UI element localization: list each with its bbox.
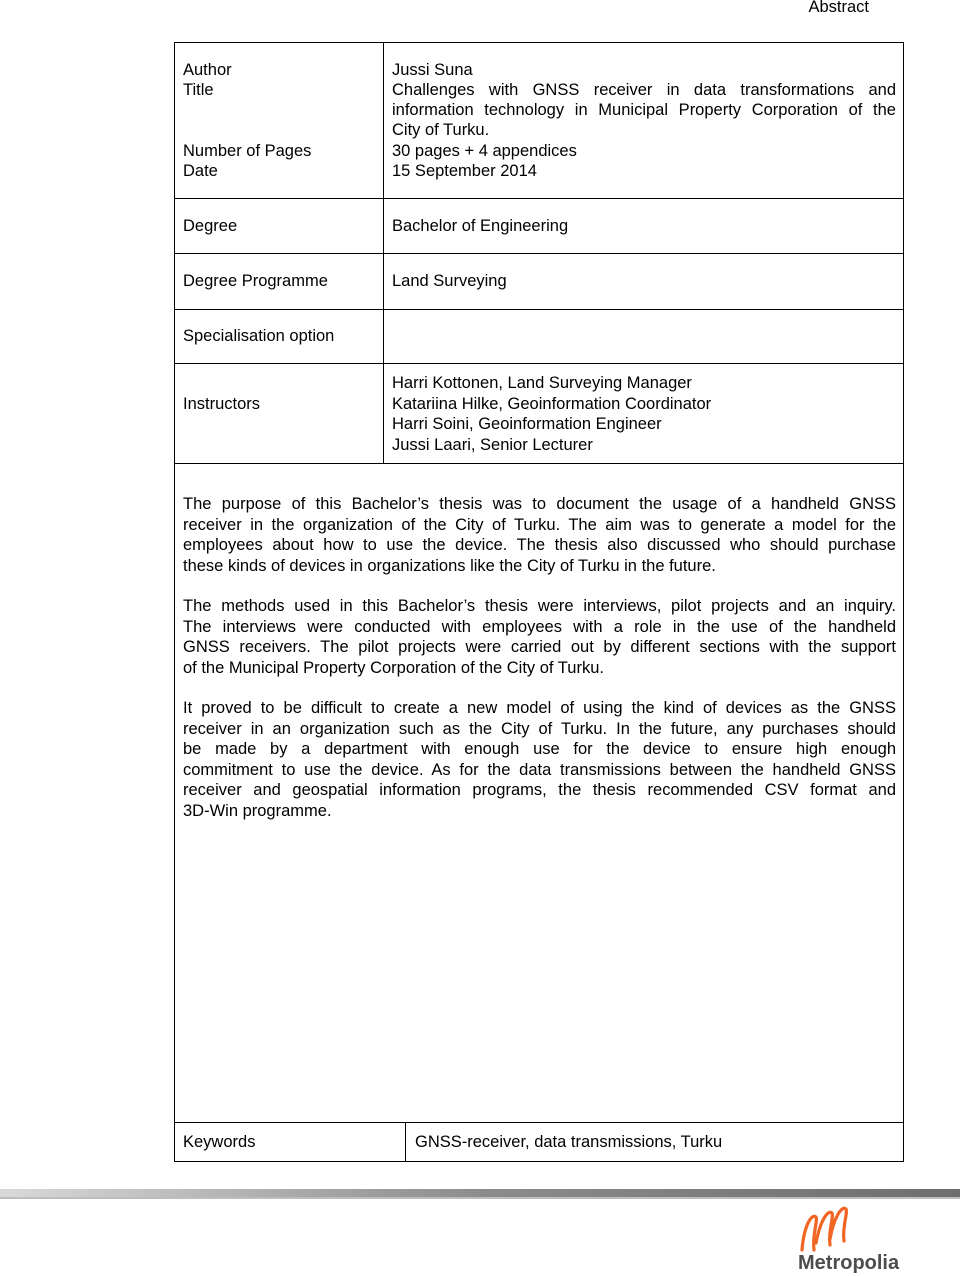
keywords-label: Keywords	[183, 1133, 256, 1151]
abstract-paragraph	[183, 494, 896, 576]
row-divider	[174, 463, 904, 464]
row-divider	[174, 198, 904, 199]
programme-value: Land Surveying	[392, 272, 507, 290]
degree-value: Bachelor of Engineering	[392, 217, 569, 235]
keywords-column-divider	[405, 1122, 406, 1162]
abstract-line: GNSS receivers. The pilot projects were carried out by different sections with the support	[183, 638, 896, 656]
instructors-label: Instructors	[183, 395, 261, 413]
column-divider	[383, 42, 384, 464]
abstract-line: these kinds of devices in organizations like the City of Turku in the future.	[183, 556, 716, 575]
title-label: Title	[183, 81, 214, 99]
title-line-3: City of Turku.	[392, 121, 490, 139]
degree-label: Degree	[183, 217, 238, 235]
row-divider	[174, 363, 904, 364]
abstract-line: It proved to be difficult to create a new model of using the kind of devices as the GNSS	[183, 699, 896, 717]
instructor-item: Harri Kottonen, Land Surveying Manager	[392, 374, 692, 392]
date-label: Date	[183, 162, 218, 180]
metropolia-logo	[790, 1195, 930, 1275]
row-divider	[174, 1122, 904, 1123]
abstract-line: The methods used in this Bachelor’s thesis were interviews, pilot projects and an inquiry.	[183, 597, 896, 615]
abstract-line: The purpose of this Bachelor’s thesis was to document the usage of a handheld GNSS	[183, 495, 896, 513]
pages-label: Number of Pages	[183, 142, 312, 160]
abstract-line: of the Municipal Property Corporation of the City of Turku.	[183, 658, 604, 677]
abstract-paragraph	[183, 698, 896, 821]
abstract-line: be made by a department with enough use for the device to ensure high enough	[183, 740, 896, 758]
keywords-value: GNSS-receiver, data transmissions, Turku	[415, 1133, 723, 1151]
abstract-paragraph	[183, 596, 896, 678]
author-value: Jussi Suna	[392, 61, 473, 79]
page-header-label: Abstract	[808, 0, 869, 16]
abstract-line: 3D-Win programme.	[183, 801, 332, 820]
row-divider	[174, 309, 904, 310]
abstract-line: commitment to use the device. As for the data transmissions between the handheld GNSS	[183, 760, 896, 779]
instructor-item: Jussi Laari, Senior Lecturer	[392, 436, 593, 454]
instructor-item: Katariina Hilke, Geoinformation Coordinator	[392, 395, 712, 413]
row-divider	[174, 253, 904, 254]
specialisation-label: Specialisation option	[183, 327, 335, 345]
abstract-line: The interviews were conducted with employees with a role in the use of the handheld	[183, 617, 896, 636]
author-label: Author	[183, 61, 232, 79]
title-line-2: information technology in Municipal Property Corporation of the	[392, 101, 896, 119]
pages-value: 30 pages + 4 appendices	[392, 142, 577, 160]
abstract-line: receiver and geospatial information programs, the thesis recommended CSV format and	[183, 781, 896, 799]
title-line-1: Challenges with GNSS receiver in data transformations and	[392, 81, 896, 99]
abstract-line: employees about how to use the device. The thesis also discussed who should purchase	[183, 536, 896, 554]
date-value: 15 September 2014	[392, 162, 537, 180]
abstract-line: receiver in the organization of the City of Turku. The aim was to generate a model for the	[183, 515, 896, 534]
programme-label: Degree Programme	[183, 272, 328, 290]
instructor-item: Harri Soini, Geoinformation Engineer	[392, 415, 662, 433]
abstract-line: receiver in an organization such as the City of Turku. In the future, any purchases should	[183, 719, 896, 738]
logo-text: Metropolia	[798, 1252, 900, 1274]
